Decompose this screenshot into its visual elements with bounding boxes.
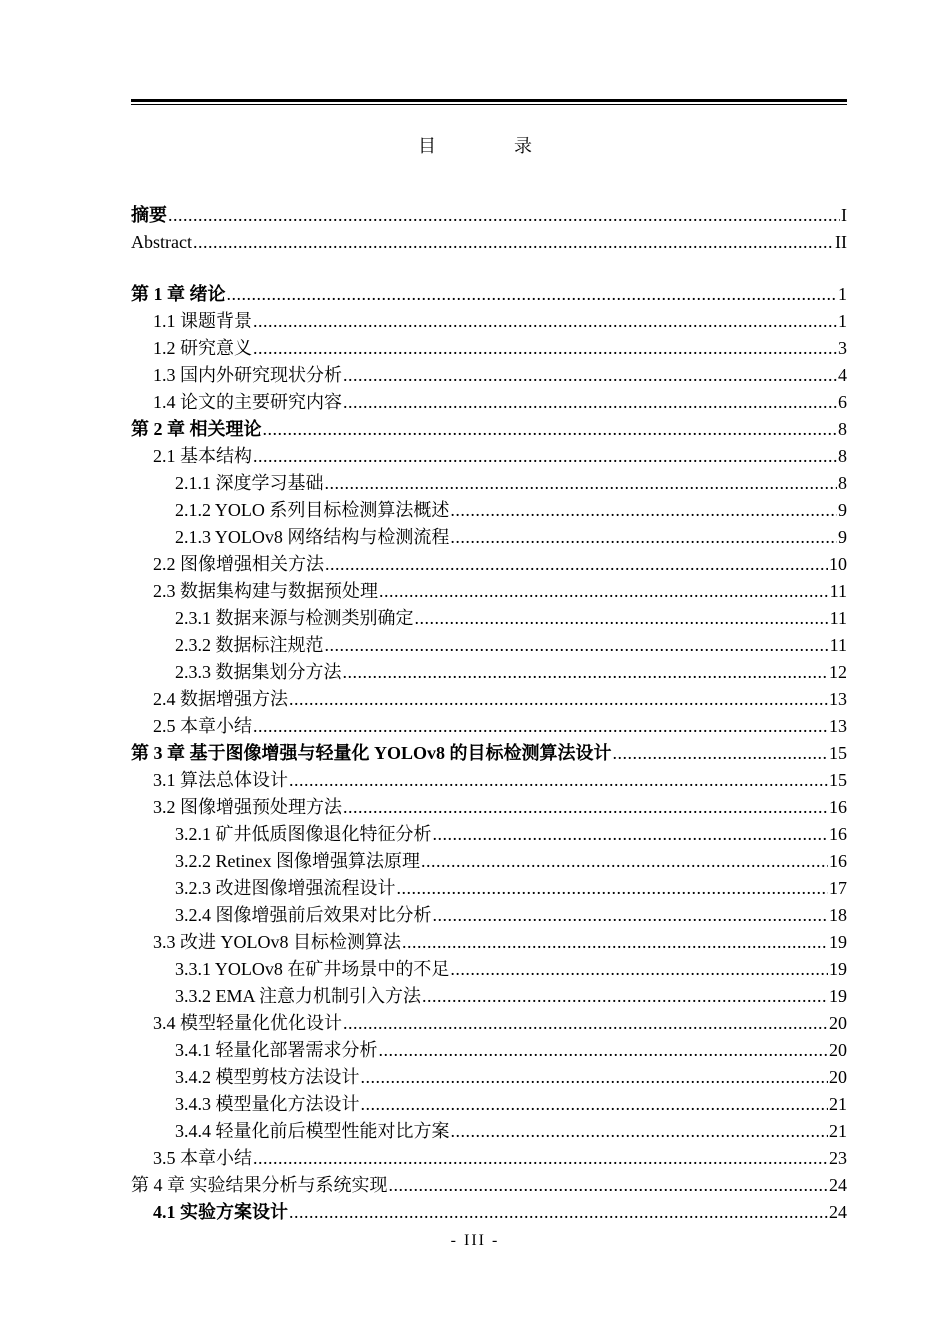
toc-dot-leader	[451, 1120, 829, 1142]
toc-entry-page: 15	[829, 770, 847, 790]
toc-entry[interactable]	[131, 821, 847, 845]
toc-entry-page: II	[835, 232, 847, 252]
toc-entry[interactable]	[131, 1037, 847, 1061]
toc-entry-label: 1.2 研究意义	[153, 338, 252, 358]
toc-entry-page: 11	[829, 608, 847, 628]
toc-entry-label: 2.1.2 YOLO 系列目标检测算法概述	[175, 500, 450, 520]
toc-entry[interactable]	[131, 202, 847, 226]
toc-dot-leader	[263, 418, 838, 440]
toc-entry[interactable]	[131, 524, 847, 548]
toc-entry-page: 3	[838, 338, 847, 358]
toc-dot-leader	[325, 553, 828, 575]
toc-entry-label: 2.1 基本结构	[153, 446, 252, 466]
toc-dot-leader	[289, 1201, 828, 1223]
toc-entry-label: 2.2 图像增强相关方法	[153, 554, 324, 574]
toc-entry[interactable]	[131, 956, 847, 980]
page-number: - III -	[450, 1232, 500, 1249]
toc-dot-leader	[253, 310, 837, 332]
toc-entry-label: 2.1.3 YOLOv8 网络结构与检测流程	[175, 527, 450, 547]
toc-entry-label: 4.1 实验方案设计	[153, 1202, 288, 1222]
toc-entry-label: 3.2.3 改进图像增强流程设计	[175, 878, 396, 898]
toc-dot-leader	[379, 580, 829, 602]
header-rule-thick	[131, 99, 847, 102]
toc-entry-label: 2.3.1 数据来源与检测类别确定	[175, 608, 414, 628]
toc-entry[interactable]	[131, 551, 847, 575]
toc-dot-leader	[379, 1039, 829, 1061]
toc-dot-leader	[421, 850, 828, 872]
toc-entry-label: 2.4 数据增强方法	[153, 689, 288, 709]
toc-dot-leader	[613, 742, 828, 764]
toc-entry-label: 2.5 本章小结	[153, 716, 252, 736]
toc-entry-label: 3.4.3 模型量化方法设计	[175, 1094, 360, 1114]
toc-entry-label: 第 3 章 基于图像增强与轻量化 YOLOv8 的目标检测算法设计	[131, 743, 612, 763]
toc-dot-leader	[289, 688, 828, 710]
toc-entry-page: 21	[829, 1094, 847, 1114]
toc-entry-page: 8	[838, 473, 847, 493]
toc-dot-leader	[343, 364, 837, 386]
toc-entry-page: 12	[829, 662, 847, 682]
toc-entry[interactable]	[131, 1199, 847, 1223]
toc-entry-label: 3.2 图像增强预处理方法	[153, 797, 342, 817]
toc-entry-page: 16	[829, 851, 847, 871]
toc-entry-label: 3.3.1 YOLOv8 在矿井场景中的不足	[175, 959, 450, 979]
toc-entry[interactable]	[131, 1118, 847, 1142]
toc-entry-page: 19	[829, 932, 847, 952]
toc-entry-page: 21	[829, 1121, 847, 1141]
toc-entry-label: 1.1 课题背景	[153, 311, 252, 331]
toc-dot-leader	[415, 607, 829, 629]
toc-entry-label: Abstract	[131, 232, 192, 252]
header-rule-thin	[131, 104, 847, 105]
toc-dot-leader	[389, 1174, 829, 1196]
toc-entry[interactable]	[131, 1145, 847, 1169]
toc-entry[interactable]	[131, 281, 847, 305]
toc-entry-label: 3.4.2 模型剪枝方法设计	[175, 1067, 360, 1087]
toc-entry[interactable]	[131, 578, 847, 602]
toc-entry-page: 1	[838, 311, 847, 331]
toc-entry-page: 17	[829, 878, 847, 898]
toc-entry-page: 20	[829, 1067, 847, 1087]
toc-entry-page: 13	[829, 716, 847, 736]
toc-entry-label: 2.1.1 深度学习基础	[175, 473, 324, 493]
toc-entry-label: 第 4 章 实验结果分析与系统实现	[131, 1175, 388, 1195]
toc-entry[interactable]	[131, 389, 847, 413]
toc-dot-leader	[325, 472, 838, 494]
toc-entry-page: 11	[829, 581, 847, 601]
toc-entry[interactable]	[131, 1091, 847, 1115]
toc-dot-leader	[325, 634, 829, 656]
toc-entry[interactable]	[131, 713, 847, 737]
toc-entry[interactable]	[131, 605, 847, 629]
toc-entry-label: 3.5 本章小结	[153, 1148, 252, 1168]
toc-dot-leader	[343, 661, 829, 683]
toc-entry-page: 4	[838, 365, 847, 385]
toc-entry-page: I	[841, 205, 847, 225]
toc-dot-leader	[433, 904, 829, 926]
toc-entry-label: 3.1 算法总体设计	[153, 770, 288, 790]
toc-entry[interactable]	[131, 229, 847, 253]
toc-entry[interactable]	[131, 308, 847, 332]
toc-dot-leader	[289, 769, 828, 791]
toc-entry-label: 第 2 章 相关理论	[131, 419, 262, 439]
toc-dot-leader	[397, 877, 829, 899]
toc-dot-leader	[193, 231, 834, 253]
toc-entry[interactable]	[131, 875, 847, 899]
toc-entry-label: 3.3.2 EMA 注意力机制引入方法	[175, 986, 422, 1006]
toc-entry-page: 16	[829, 797, 847, 817]
toc-entry-page: 8	[838, 419, 847, 439]
toc-entry-label: 3.4.4 轻量化前后模型性能对比方案	[175, 1121, 450, 1141]
toc-entry[interactable]	[131, 794, 847, 818]
toc-dot-leader	[343, 796, 828, 818]
toc-entry[interactable]	[131, 929, 847, 953]
toc-entry-page: 18	[829, 905, 847, 925]
toc-dot-leader	[343, 391, 837, 413]
toc-dot-leader	[450, 958, 828, 980]
toc-entry[interactable]	[131, 335, 847, 359]
toc-entry-page: 20	[829, 1013, 847, 1033]
toc-dot-leader	[433, 823, 829, 845]
toc-dot-leader	[343, 1012, 828, 1034]
toc-title: 目 录	[418, 136, 562, 156]
toc-entry[interactable]	[131, 443, 847, 467]
toc-entry-page: 1	[838, 284, 847, 304]
toc-entry-label: 3.2.1 矿井低质图像退化特征分析	[175, 824, 432, 844]
toc-entry-label: 2.3.2 数据标注规范	[175, 635, 324, 655]
toc-entry-label: 第 1 章 绪论	[131, 284, 226, 304]
toc-entry-page: 6	[838, 392, 847, 412]
toc-entry-label: 摘要	[131, 205, 167, 225]
toc-entry-page: 8	[838, 446, 847, 466]
toc-entry[interactable]	[131, 1064, 847, 1088]
toc-dot-leader	[402, 931, 828, 953]
toc-entry-page: 23	[829, 1148, 847, 1168]
toc-entry-page: 11	[829, 635, 847, 655]
toc-entry-label: 2.3 数据集构建与数据预处理	[153, 581, 378, 601]
toc-entry-page: 13	[829, 689, 847, 709]
toc-entry[interactable]	[131, 686, 847, 710]
toc-dot-leader	[450, 526, 837, 548]
toc-entry-label: 1.3 国内外研究现状分析	[153, 365, 342, 385]
toc-dot-leader	[361, 1093, 829, 1115]
toc-entry-page: 20	[829, 1040, 847, 1060]
toc-dot-leader	[253, 445, 837, 467]
toc-entry-label: 3.3 改进 YOLOv8 目标检测算法	[153, 932, 401, 952]
toc-entry-label: 1.4 论文的主要研究内容	[153, 392, 342, 412]
toc-entry-page: 19	[829, 986, 847, 1006]
toc-entry-page: 24	[829, 1202, 847, 1222]
toc-entry-label: 3.2.2 Retinex 图像增强算法原理	[175, 851, 420, 871]
toc-entry[interactable]	[131, 740, 847, 764]
toc-entry-page: 15	[829, 743, 847, 763]
toc-entry-page: 10	[829, 554, 847, 574]
toc-entry-page: 24	[829, 1175, 847, 1195]
toc-entry[interactable]	[131, 659, 847, 683]
toc-entry-page: 16	[829, 824, 847, 844]
toc-entry[interactable]	[131, 362, 847, 386]
toc-entry-page: 9	[838, 500, 847, 520]
toc-dot-leader	[227, 283, 838, 305]
toc-entry-label: 3.2.4 图像增强前后效果对比分析	[175, 905, 432, 925]
toc-entry[interactable]	[131, 497, 847, 521]
toc-entry[interactable]	[131, 848, 847, 872]
toc-dot-leader	[422, 985, 828, 1007]
toc-dot-leader	[450, 499, 837, 521]
toc-entry[interactable]	[131, 983, 847, 1007]
toc-dot-leader	[361, 1066, 829, 1088]
toc-entry-label: 3.4.1 轻量化部署需求分析	[175, 1040, 378, 1060]
toc-entry[interactable]	[131, 1172, 847, 1196]
toc-entry-label: 3.4 模型轻量化优化设计	[153, 1013, 342, 1033]
toc-dot-leader	[253, 1147, 828, 1169]
toc-dot-leader	[253, 337, 837, 359]
toc-entry-page: 19	[829, 959, 847, 979]
toc-entry[interactable]	[131, 902, 847, 926]
toc-dot-leader	[168, 204, 840, 226]
toc-entry[interactable]	[131, 416, 847, 440]
toc-dot-leader	[253, 715, 828, 737]
toc-entry[interactable]	[131, 632, 847, 656]
toc-entry[interactable]	[131, 767, 847, 791]
toc-entry-label: 2.3.3 数据集划分方法	[175, 662, 342, 682]
toc-entry-page: 9	[838, 527, 847, 547]
toc-entry[interactable]	[131, 1010, 847, 1034]
toc-entry[interactable]	[131, 470, 847, 494]
